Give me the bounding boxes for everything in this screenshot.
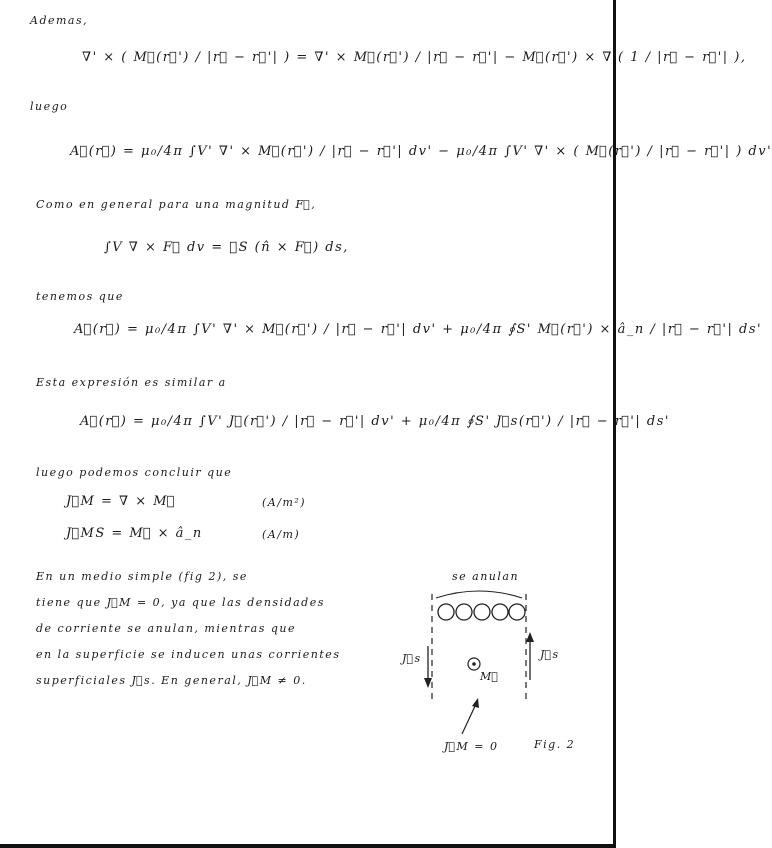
figure-2 — [404, 564, 594, 764]
equation-vector-potential-3: A⃗(r⃗) = μ₀/4π ∫V' J⃗(r⃗') / |r⃗ − r⃗'| dv' + μ₀/4π ∮S' J⃗s(r⃗') / |r⃗ − r⃗'| ds' — [80, 414, 670, 429]
paragraph-line-4: en la superficie se inducen unas corrientes — [36, 648, 341, 661]
paragraph-line-5: superficiales J⃗s. En general, J⃗M ≠ 0. — [36, 674, 307, 687]
equation-vector-potential-2: A⃗(r⃗) = μ₀/4π ∫V' ∇' × M⃗(r⃗') / |r⃗ − r⃗'| dv' + μ₀/4π ∮S' M⃗(r⃗') × â_n / |r⃗ − r⃗'| ds' — [74, 322, 763, 337]
unit-jms: (A/m) — [262, 528, 301, 541]
equation-vector-potential-1: A⃗(r⃗) = μ₀/4π ∫V' ∇' × M⃗(r⃗') / |r⃗ − r⃗'| dv' − μ₀/4π ∫V' ∇' × ( M⃗(r⃗') / |r⃗ − r⃗'| ) dv' — [70, 144, 772, 159]
equation-jms: J⃗MS = M⃗ × â_n — [66, 526, 203, 541]
text-como-en-general: Como en general para una magnitud F⃗, — [36, 198, 317, 211]
text-luego: luego — [30, 100, 69, 113]
figure-caption: Fig. 2 — [534, 738, 576, 751]
text-esta-expresion: Esta expresión es similar a — [36, 376, 227, 389]
paragraph-line-2: tiene que J⃗M = 0, ya que las densidades — [36, 596, 325, 609]
figure-2-drawing — [404, 564, 594, 764]
equation-jm: J⃗M = ∇ × M⃗ — [66, 494, 176, 509]
figure-label-jm-zero: J⃗M = 0 — [444, 740, 499, 753]
equation-divergence-theorem: ∫V ∇ × F⃗ dv = ∮S (n̂ × F⃗) ds, — [104, 240, 349, 255]
figure-label-js-left: J⃗s — [402, 652, 422, 665]
text-tenemos-que: tenemos que — [36, 290, 124, 303]
paragraph-line-3: de corriente se anulan, mientras que — [36, 622, 296, 635]
figure-label-js-right: J⃗s — [540, 648, 560, 661]
unit-jm: (A/m²) — [262, 496, 307, 509]
paragraph-line-1: En un medio simple (fig 2), se — [36, 570, 248, 583]
page-edge-bottom — [0, 844, 616, 848]
figure-label-se-anulan: se anulan — [452, 570, 520, 583]
text-ademas: Ademas, — [30, 14, 89, 27]
figure-label-m: M⃗ — [480, 670, 500, 683]
equation-curl-identity: ∇' × ( M⃗(r⃗') / |r⃗ − r⃗'| ) = ∇' × M⃗(r⃗') / |r⃗ − r⃗'| − M⃗(r⃗') × ∇'( 1 / |r⃗ − r⃗'| ), — [82, 50, 747, 65]
text-luego-podemos: luego podemos concluir que — [36, 466, 233, 479]
